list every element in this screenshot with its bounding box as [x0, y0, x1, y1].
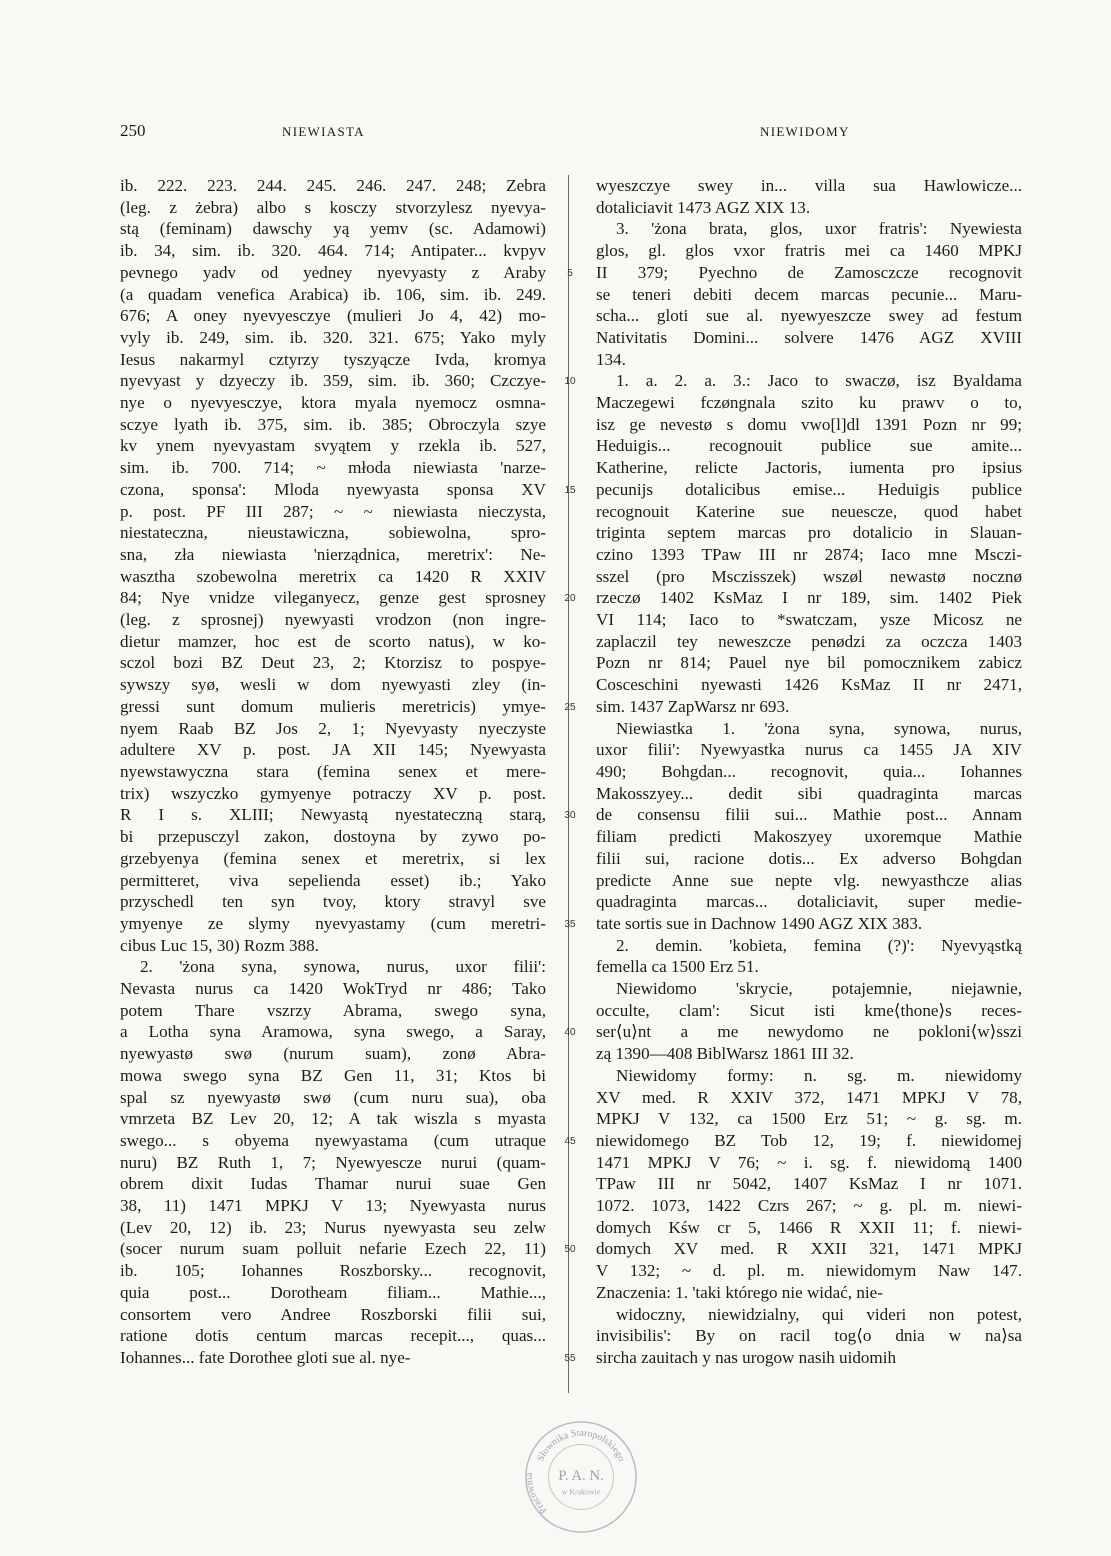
text-line: rzeczø 1402 KsMaz I nr 189, sim. 1402 Piek [596, 588, 1022, 608]
text-line: swego... s obyema nyewyastama (cum utraque [120, 1130, 546, 1150]
line-number: 35 [564, 918, 576, 930]
text-line: femella ca 1500 Erz 51. [596, 957, 759, 977]
stamp-top-text: Słownika Staropolskiego [535, 1427, 627, 1464]
text-line: nye o nyevyesczye, ktora myala nyemocz osmna- [120, 393, 546, 413]
text-line: Niewiastka 1. 'żona syna, synowa, nurus, [616, 718, 1022, 738]
running-head-left: NIEWIASTA [282, 124, 365, 139]
text-line: recognouit Katerine sue neuescze, quod habet [596, 501, 1022, 521]
svg-text:Pracownia [524, 1472, 549, 1516]
text-line: Cosceschini nyewasti 1426 KsMaz II nr 2471, [596, 675, 1022, 695]
text-line: V 132; ~ d. pl. m. niewidomym Naw 147. [596, 1261, 1022, 1281]
line-number: 10 [564, 376, 576, 388]
line-number: 5 [567, 267, 573, 279]
text-line: Niewidomy formy: n. sg. m. niewidomy [616, 1065, 1022, 1085]
text-line: 38, 11) 1471 MPKJ V 13; Nyewyasta nurus [120, 1196, 546, 1216]
stamp-bottom-text: w Krakowie [561, 1487, 601, 1497]
text-line: de consensu filii sui... Mathie post... Annam [596, 805, 1022, 825]
text-line: 134. [596, 349, 626, 369]
text-line: wyeszczye swey in... villa sua Hawlowicze... [596, 176, 1022, 195]
line-number: 30 [564, 810, 576, 822]
text-line: zą 1390—408 BiblWarsz 1861 III 32. [596, 1044, 854, 1064]
text-line: zaplaczil tey neweszcze penødzi za oczcza 1403 [596, 631, 1022, 651]
text-line: uxor filii': Nyewyastka nurus ca 1455 JA XIV [596, 740, 1022, 760]
library-stamp [522, 1418, 640, 1536]
line-number: 20 [564, 593, 576, 605]
text-line: predicte Anne sue nepte vlg. newyasthcze alias [596, 870, 1022, 890]
text-line: sywszy syø, wesli w dom nyewyasti zley (in- [120, 675, 546, 695]
text-line: 2. 'żona syna, synowa, nurus, uxor filii': [140, 957, 546, 977]
text-line: Heduigis... recognouit publice sue amite... [596, 436, 1022, 456]
text-line: consortem vero Andree Roszborski filii sui, [120, 1304, 546, 1324]
text-line: (a quadam venefica Arabica) ib. 106, sim. ib. 249. [120, 284, 546, 304]
text-line: sim. ib. 700. 714; ~ młoda niewiasta 'narze- [120, 458, 546, 478]
text-line: Niewidomo 'skrycie, potajemnie, niejawnie, [616, 979, 1022, 999]
text-line: ib. 222. 223. 244. 245. 246. 247. 248; Zebra [120, 176, 546, 195]
line-number: 50 [564, 1244, 576, 1256]
text-line: se teneri debiti decem marcas pecunie... Maru- [596, 284, 1022, 304]
text-line: Iohannes... fate Dorothee gloti sue al. nye- [120, 1347, 411, 1367]
text-line: cibus Luc 15, 30) Rozm 388. [120, 935, 319, 955]
text-line: filiam predicti Makoszyey uxoremque Mathie [596, 827, 1022, 847]
text-line: Nativitatis Domini... solvere 1476 AGZ XVIII [596, 327, 1022, 347]
text-line: czino 1393 TPaw III nr 2874; Iaco mne Msczi- [596, 544, 1022, 564]
text-line: stą (feminam) dawschy yą yemv (sc. Adamowi) [120, 219, 546, 239]
text-line: sszel (pro Msczisszek) wszøl newastø nocznø [596, 566, 1022, 586]
text-line: 490; Bohgdan... recognovit, quia... Iohannes [596, 761, 1022, 781]
text-line: (Lev 20, 12) ib. 23; Nurus nyewyasta seu zelw [120, 1217, 546, 1237]
text-line: 676; A oney nyevyesczye (mulieri Jo 4, 42) mo- [120, 306, 546, 326]
text-line: MPKJ V 132, ca 1500 Erz 51; ~ g. sg. m. [596, 1109, 1022, 1129]
text-line: mowa swego syna BZ Gen 11, 31; Ktos bi [120, 1065, 546, 1085]
text-line: nyem Raab BZ Jos 2, 1; Nyevyasty nyeczyste [120, 718, 546, 738]
text-line: triginta septem marcas pro dotalicio in Slauan- [596, 523, 1022, 543]
text-line: permitteret, viva sepelienda esset) ib.; Yako [120, 870, 546, 890]
stamp-left-text: Pracownia [523, 1472, 550, 1516]
text-line: Znaczenia: 1. 'taki którego nie widać, nie- [596, 1282, 883, 1302]
text-line: nyewyastø swø (nurum suam), zonø Abra- [120, 1044, 546, 1064]
text-line: p. post. PF III 287; ~ ~ niewiasta nieczysta, [120, 501, 546, 521]
text-line: pecunijs dotalicibus emise... Heduigis publice [596, 479, 1022, 499]
text-line: kv ynem nyevyastam svyątem y rzekla ib. 527, [120, 436, 546, 456]
text-line: pevnego yadv od yedney nyevyasty z Araby [120, 262, 546, 282]
text-line: niewidomego BZ Tob 12, 19; f. niewidomej [596, 1130, 1022, 1150]
right-column [596, 175, 1022, 1369]
stamp-center-text: P. A. N. [558, 1467, 604, 1484]
text-line: 84; Nye vnidze vileganyecz, genze gest sprosney [120, 588, 546, 608]
text-line: scha... gloti sue al. nyewyeszcze swey ad festum [596, 306, 1022, 326]
text-line: wasztha szobewolna meretrix ca 1420 R XXIV [120, 566, 546, 586]
line-number: 40 [564, 1027, 576, 1039]
column-divider [568, 175, 569, 1393]
text-line: nuru) BZ Ruth 1, 7; Nyewyescze nurui (quam- [120, 1152, 546, 1172]
text-line: widoczny, niewidzialny, qui videri non potest, [616, 1304, 1022, 1324]
text-line: spal sz nyewyastø swø (cum nuru sua), oba [120, 1087, 546, 1107]
text-line: nyevyast y dzyeczy ib. 359, sim. ib. 360; Czczye- [120, 371, 546, 391]
text-line: isz ge nevestø s domu vwo[l]dl 1391 Pozn nr 99; [596, 414, 1022, 434]
line-number: 15 [564, 484, 576, 496]
text-line: (leg. z żebra) albo s kosczy stvorzylesz nyevya- [120, 197, 546, 217]
running-head-right: NIEWIDOMY [760, 124, 850, 139]
text-line: Maczegewi fczøngnala szito ku prawv o to, [596, 393, 1022, 413]
text-line: 1. a. 2. a. 3.: Jaco to swaczø, isz Byaldama [616, 371, 1022, 391]
text-line: R I s. XLIII; Newyastą nyestateczną starą, [120, 805, 546, 825]
text-line: (socer nurum suam polluit nefarie Ezech 22, 11) [120, 1239, 546, 1259]
text-line: ratione dotis centum marcas recepit..., quas... [120, 1326, 546, 1346]
text-line: sim. 1437 ZapWarsz nr 693. [596, 696, 790, 716]
text-line: TPaw III nr 5042, 1407 KsMaz I nr 1071. [596, 1174, 1022, 1194]
line-number: 55 [564, 1352, 576, 1364]
text-line: XV med. R XXIV 372, 1471 MPKJ V 78, [596, 1087, 1022, 1107]
text-line: 1072. 1073, 1422 Czrs 267; ~ g. pl. m. niewi- [596, 1196, 1022, 1216]
text-line: a Lotha syna Aramowa, syna swego, a Saray, [120, 1022, 546, 1042]
text-line: trix) wszyczko gymyenye potraczy XV p. post. [120, 783, 546, 803]
text-line: II 379; Pyechno de Zamosczcze recognovit [596, 262, 1022, 282]
text-line: tate sortis sue in Dachnow 1490 AGZ XIX 383. [596, 913, 923, 933]
text-line: VI 114; Iaco to *swatczam, ysze Micosz ne [596, 610, 1022, 630]
text-line: sircha zauitach y nas urogow nasih uidomih [596, 1347, 897, 1367]
text-line: domych XV med. R XXII 321, 1471 MPKJ [596, 1239, 1022, 1259]
text-line: dietur mamzer, hoc est de scorto natus), w ko- [120, 631, 546, 651]
text-line: sczye lyath ib. 375, sim. ib. 385; Obroczyla szye [120, 414, 546, 434]
text-line: occulte, clam': Sicut isti kme⟨thone⟩s reces- [596, 1000, 1022, 1020]
text-line: ib. 34, sim. ib. 320. 464. 714; Antipater... kvpyv [120, 241, 546, 261]
text-line: ib. 105; Iohannes Roszborsky... recognovit, [120, 1261, 546, 1281]
text-line: czona, sponsa': Mloda nyewyasta sponsa XV [120, 479, 546, 499]
text-line: quia post... Dorotheam filiam... Mathie..., [120, 1282, 546, 1302]
text-line: quadraginta marcas... dotaliciavit, super medie- [596, 892, 1022, 912]
text-line: Iesus nakarmyl cztyrzy tyszyącze Ivda, kromya [120, 349, 546, 369]
text-line: przyschedl ten syn tvoy, ktory stravyl sve [120, 892, 546, 912]
page-number: 250 [120, 121, 146, 140]
text-line: invisibilis': By on racil tog⟨o dnia w na⟩sa [596, 1326, 1022, 1346]
text-line: sna, zła niewiasta 'nierządnica, meretrix': Ne- [120, 544, 546, 564]
text-line: filii sui, racione dotis... Ex adverso Bohgdan [596, 848, 1022, 868]
text-line: domych Kśw cr 5, 1466 R XXII 11; f. niewi- [596, 1217, 1022, 1237]
text-line: dotaliciavit 1473 AGZ XIX 13. [596, 197, 811, 217]
text-line: glos, gl. glos vxor fratris mei ca 1460 MPKJ [596, 241, 1022, 261]
left-column [120, 175, 546, 1369]
text-line: vmrzeta BZ Lev 20, 12; A tak wiszla s myasta [120, 1109, 546, 1129]
text-line: Katherine, relicte Jactoris, iumenta pro ipsius [596, 458, 1022, 478]
text-line: grzebyenya (femina senex et meretrix, si lex [120, 848, 546, 868]
text-line: 1471 MPKJ V 76; ~ i. sg. f. niewidomą 1400 [596, 1152, 1022, 1172]
text-line: ser⟨u⟩nt a me newydomo ne pokloni⟨w⟩sszi [596, 1022, 1022, 1042]
text-line: obrem dixit Iudas Thamar nurui suae Gen [120, 1174, 546, 1194]
text-line: vyly ib. 249, sim. ib. 320. 321. 675; Yako myly [120, 327, 546, 347]
text-line: 2. demin. 'kobieta, femina (?)': Nyevyąstką [616, 935, 1022, 955]
text-line: Pozn nr 814; Pauel nye bil pomocznikem zabicz [596, 653, 1022, 673]
text-line: gressi sunt domum mulieris meretricis) ymye- [120, 696, 546, 716]
text-line: potem Thare vszrzy Abrama, swego syna, [120, 1000, 546, 1020]
text-line: adultere XV p. post. JA XII 145; Nyewyasta [120, 740, 546, 760]
line-number: 45 [564, 1135, 576, 1147]
text-line: (leg. z sprosnej) nyewyasti vrodzon (non ingre- [120, 610, 546, 630]
line-number: 25 [564, 701, 576, 713]
text-line: bi przepusczyl zakon, dostoyna by zywo po- [120, 827, 546, 847]
text-line: Makosszyey... dedit sibi quadraginta marcas [596, 783, 1022, 803]
stamp-icon [522, 1418, 640, 1536]
text-line: nyewstawyczna stara (femina senex et mere- [120, 761, 546, 781]
text-line: 3. 'żona brata, glos, uxor fratris': Nyewiesta [616, 219, 1022, 239]
text-line: ymyenye ze slymy nyevyastamy (cum meretri- [120, 913, 546, 933]
text-line: Nevasta nurus ca 1420 WokTryd nr 486; Tako [120, 979, 546, 999]
text-line: niestateczna, nieustawiczna, sobiewolna, spro- [120, 523, 546, 543]
text-line: sczol bozi BZ Deut 23, 2; Ktorzisz to pospye- [120, 653, 546, 673]
